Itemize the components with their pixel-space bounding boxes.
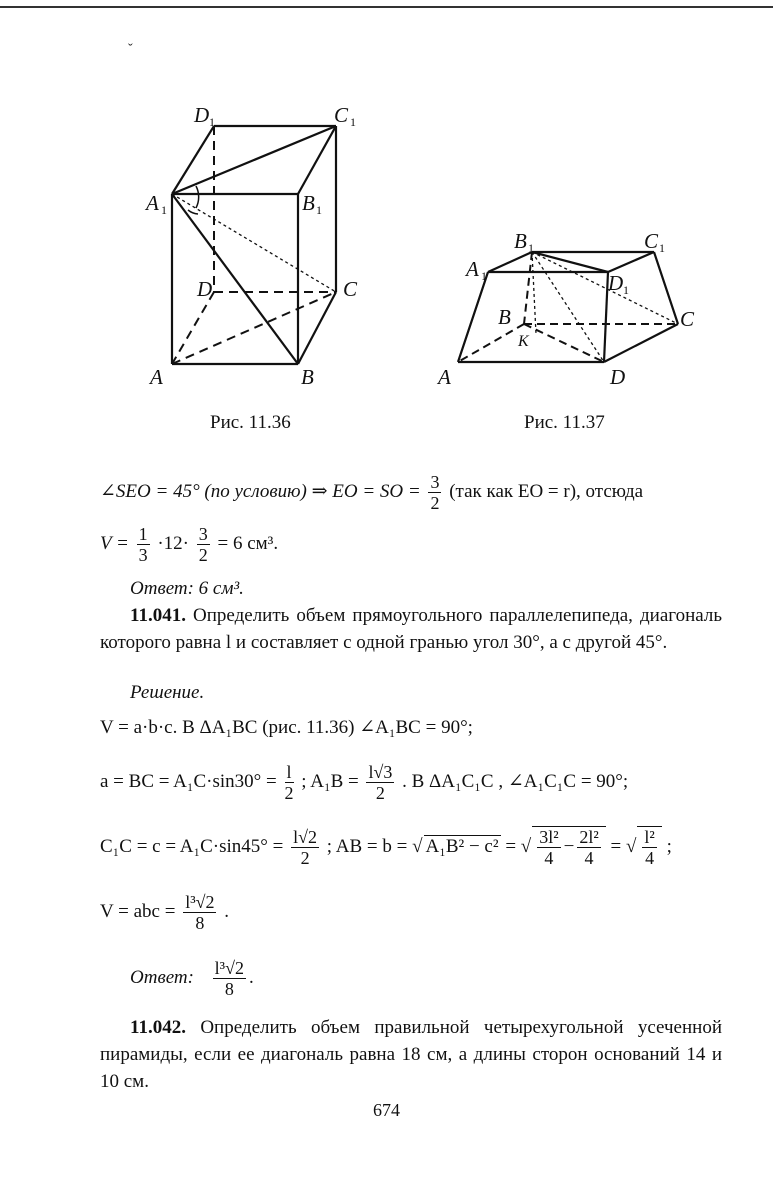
label-d1-sub: 1 [209,115,215,129]
label-d: D [197,277,213,301]
solution-heading: Решение. [130,682,205,703]
label-a1: A [466,257,479,281]
problem-number: 11.041. [130,605,186,626]
label-a1-sub: 1 [481,269,487,283]
answer-2: Ответ: $\frac{\text{l³√2}}{8}$ . [130,958,254,999]
page-number: 674 [373,1100,400,1120]
fraction: $\frac{3}{2}$ [430,472,440,513]
caption-fig-11-36: Рис. 11.36 [210,412,291,433]
label-b1: B [302,191,315,215]
figure-11-37 [0,0,773,440]
label-d: D [610,365,626,389]
formula-line-2: V = $\frac{1}{3}$ ·12· $\frac{3}{2}$ = 6 см³. [100,524,279,565]
label-c1-sub: 1 [350,115,356,129]
edge-a1a [458,272,488,362]
label-c: C [680,307,695,331]
height-b1k [532,252,536,334]
problem-11-042 [100,1014,722,1095]
problem-number: 11.042. [130,1017,186,1038]
caption-fig-11-37: Рис. 11.37 [524,412,605,433]
problem-11-041 [100,602,722,656]
label-b1-sub: 1 [316,203,322,217]
edge-c1c [654,252,678,324]
label-c1: C [644,229,659,253]
edge-a1b1 [488,252,532,272]
label-c: C [343,277,358,301]
label-c1: C [334,103,349,127]
label-a1: A [146,191,159,215]
formula-line-3: V = a·b·c. В ΔA₁BC (рис. 11.36) ∠A₁BC = 90°; [100,717,473,738]
label-c1-sub: 1 [659,241,665,255]
label-a: A [438,365,451,389]
problem-text: Определить объем прямоугольного параллелепипеда, диагональ которого равна l и составляет с одной гранью угол 30°, а с другой 45°. [100,605,722,653]
formula-1-part-b: (так как EO = r), отсюда [449,480,644,502]
label-b: B [301,365,314,389]
problem-text: Определить объем правильной четырехугольной усеченной пирамиды, если ее диагональ равна 18 см, а длины сторон оснований 14 и 10 см. [100,1017,722,1092]
formula-1-part-a: ∠SEO = 45° (по условию) ⇒ EO = SO = [100,480,421,502]
edge-c1d1 [608,252,654,272]
diag-b1c [532,252,678,324]
label-d1: D [194,103,210,127]
label-b: B [498,305,511,329]
label-a: A [150,365,163,389]
answer-1: Ответ: 6 см³. [130,578,244,599]
label-b1: B [514,229,527,253]
stray-mark: ˇ [128,42,133,57]
hidden-b1b [524,252,532,324]
formula-line-1 [100,472,643,513]
edge-dc [604,324,678,362]
label-k: K [518,333,529,350]
label-a1-sub: 1 [161,203,167,217]
label-b1-sub: 1 [528,241,534,255]
label-d1-sub: 1 [623,283,629,297]
formula-line-5: C₁C = c = A₁C·sin45° = $\frac{l√2}{2}$ ; AB = b = √ A₁B² − c² = √ $\frac{\text{3l²}}{4}$ − $\frac{\text{2l²}}{4}$ = √ $\frac{\text{l²}}{4}$ ; [100,827,672,868]
label-d1: D [608,271,624,295]
formula-line-4: a = BC = A₁C·sin30° = $\frac{l}{2}$ ; A₁B = $\frac{l√3}{2}$ . В ΔA₁C₁C , ∠A₁C₁C = 90°; [100,762,629,803]
formula-line-6: V = abc = $\frac{\text{l³√2}}{8}$ . [100,892,229,933]
